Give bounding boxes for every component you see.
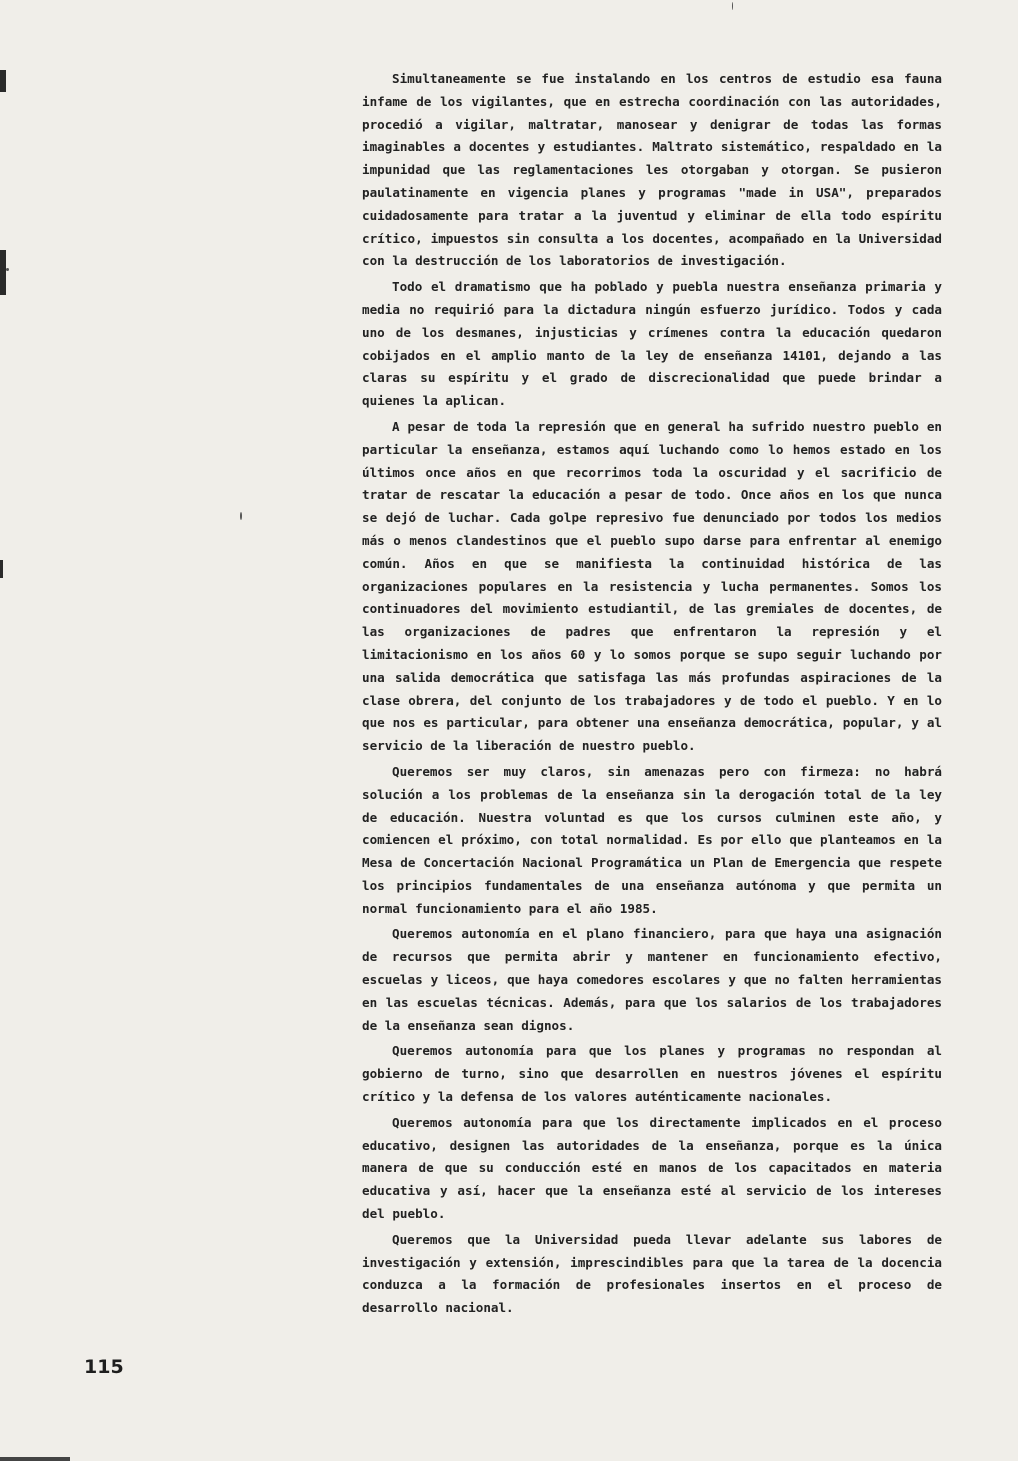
paragraph: A pesar de toda la represión que en general ha sufrido nuestro pueblo en particular la enseñanza, estamos aquí luchando como lo hemos estado en los últimos once años en que recorrimos toda la oscuridad y el sacrificio de tratar de rescatar la educación a pesar de todo. Once años en los que nunca se dejó de luchar. Cada golpe represivo fue denunciado por todos los medios más o menos clandestinos que el pueblo supo darse para enfrentar al enemigo común. Años en que se manifiesta la continuidad histórica de las organizaciones populares en la resistencia y lucha permanentes. Somos los continuadores del movimiento estudiantil, de las gremiales de docentes, de las organizaciones de padres que enfrentaron la represión y el limitacionismo en los años 60 y lo somos porque se supo seguir luchando por una salida democrática que satisfaga las más profundas aspiraciones de la clase obrera, del conjunto de los trabajadores y de todo el pueblo. Y en lo que nos es particular, para obtener una enseñanza democrática, popular, y al servicio de la liberación de nuestro pueblo. [362, 418, 942, 754]
paragraph: Simultaneamente se fue instalando en los centros de estudio esa fauna infame de los vigilantes, que en estrecha coordinación con las autoridades, procedió a vigilar, maltratar, manosear y denigrar de todas las formas imaginables a docentes y estudiantes. Maltrato sistemático, respaldado en la impunidad que las reglamentaciones les otorgaban y otorgan. Se pusieron paulatinamente en vigencia planes y programas "made in USA", preparados cuidadosamente para tratar a la juventud y eliminar de ella todo espíritu crítico, impuestos sin consulta a los docentes, acompañado en la Universidad con la destrucción de los laboratorios de investigación. [362, 71, 942, 269]
scan-edge-mark [0, 250, 6, 295]
scan-edge-mark [0, 70, 6, 92]
paragraph: Queremos ser muy claros, sin amenazas pero con firmeza: no habrá solución a los problemas de la enseñanza sin la derogación total de la ley de educación. Nuestra voluntad es que los cursos culminen este año, y comiencen el próximo, con total normalidad. Es por ello que planteamos en la Mesa de Concertación Nacional Programática un Plan de Emergencia que respete los principios fundamentales de una enseñanza autónoma y que permita un normal funcionamiento para el año 1985. [362, 763, 942, 916]
paragraph: Queremos autonomía en el plano financiero, para que haya una asignación de recursos que permita abrir y mantener en funcionamiento efectivo, escuelas y liceos, que haya comedores escolares y que no falten herramientas en las escuelas técnicas. Además, para que los salarios de los trabajadores de la enseñanza sean dignos. [362, 926, 942, 1033]
paragraph: Queremos que la Universidad pueda llevar adelante sus labores de investigación y extensión, imprescindibles para que la tarea de la docencia conduzca a la formación de profesionales insertos en el proceso de desarrollo nacional. [362, 1231, 942, 1316]
scan-speck [732, 2, 733, 10]
scan-edge-mark [0, 1457, 70, 1461]
scan-speck [240, 512, 242, 520]
body-text [362, 68, 942, 1323]
scan-speck [6, 268, 9, 271]
paragraph: Queremos autonomía para que los directamente implicados en el proceso educativo, designen las autoridades de la enseñanza, porque es la única manera de que su conducción esté en manos de los capacitados en materia educativa y así, hacer que la enseñanza esté al servicio de los intereses del pueblo. [362, 1114, 942, 1222]
paragraph: Todo el dramatismo que ha poblado y puebla nuestra enseñanza primaria y media no requirió para la dictadura ningún esfuerzo jurídico. Todos y cada uno de los desmanes, injusticias y crímenes contra la educación quedaron cobijados en el amplio manto de la ley de enseñanza 14101, dejando a las claras su espíritu y el grado de discrecionalidad que puede brindar a quienes la aplican. [362, 279, 942, 409]
scan-edge-mark [0, 560, 3, 578]
page-number: 115 [84, 1356, 124, 1378]
paragraph: Queremos autonomía para que los planes y programas no respondan al gobierno de turno, sino que desarrollen en nuestros jóvenes el espíritu crítico y la defensa de los valores auténticamente nacionales. [362, 1043, 942, 1105]
